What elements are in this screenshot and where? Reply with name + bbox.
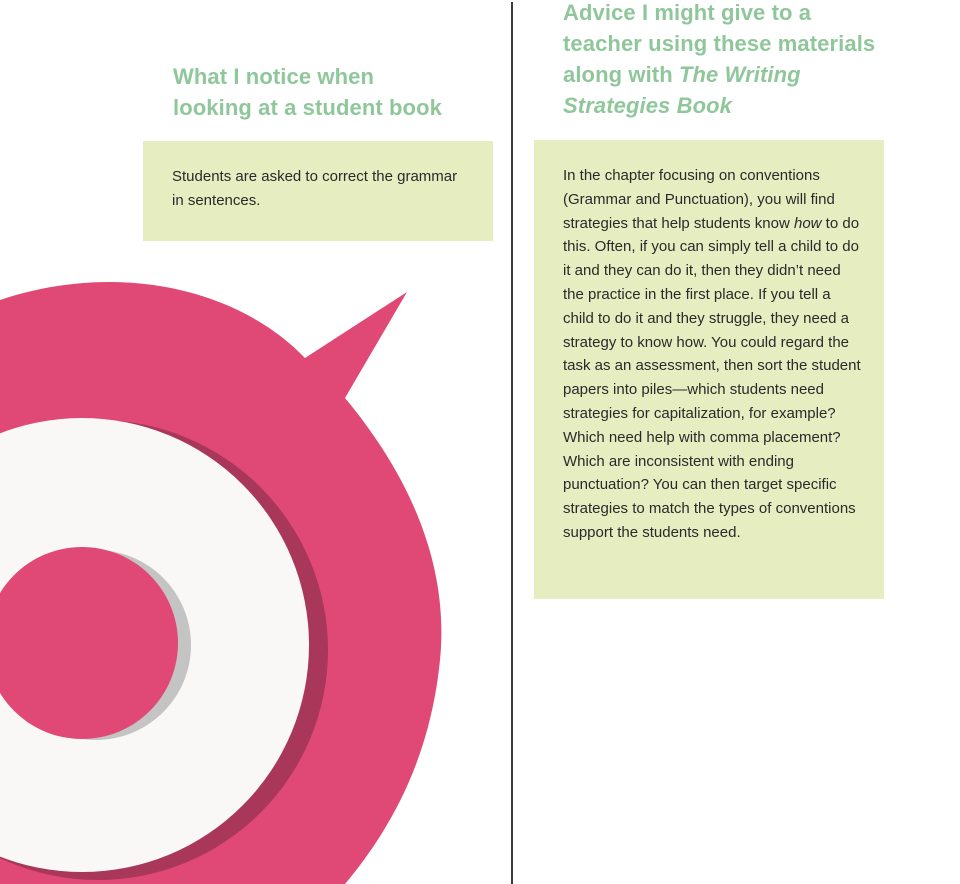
page-divider — [511, 2, 513, 884]
advice-body-emphasis: how — [793, 214, 822, 232]
advice-heading — [563, 0, 903, 121]
advice-heading-line-1: Advice I might give to a — [563, 0, 812, 25]
notice-box — [143, 141, 493, 241]
notice-heading-line-2: looking at a student book — [173, 95, 442, 120]
advice-heading-line-2: teacher using these materials — [563, 31, 876, 56]
book-title-part-2: Strategies Book — [563, 93, 732, 118]
notice-heading — [173, 61, 493, 123]
advice-box — [534, 140, 884, 599]
advice-body-part-1: In the chapter focusing on conventions (Grammar and Punctuation), you will find strategies that help students know — [563, 167, 835, 232]
book-title-part-1: The Writing — [678, 62, 801, 87]
notice-heading-line-1: What I notice when — [173, 64, 375, 89]
advice-heading-line-3: along with — [563, 62, 679, 87]
advice-body — [563, 164, 862, 545]
advice-body-part-2: to do this. Often, if you can simply tell a child to do it and they can do it, then they didn’t need the practice in the first place. If you tell a child to do it and they struggle, they need a strategy to know how. You could regard the task as an assessment, then sort the student papers into piles—which students need strategies for capitalization, for example? Which need help with comma placement? Which are inconsistent with ending punctuation? You can then target specific strategies to match the types of conventions support the students need. — [563, 214, 861, 541]
notice-body: Students are asked to correct the grammar in sentences. — [172, 168, 458, 209]
